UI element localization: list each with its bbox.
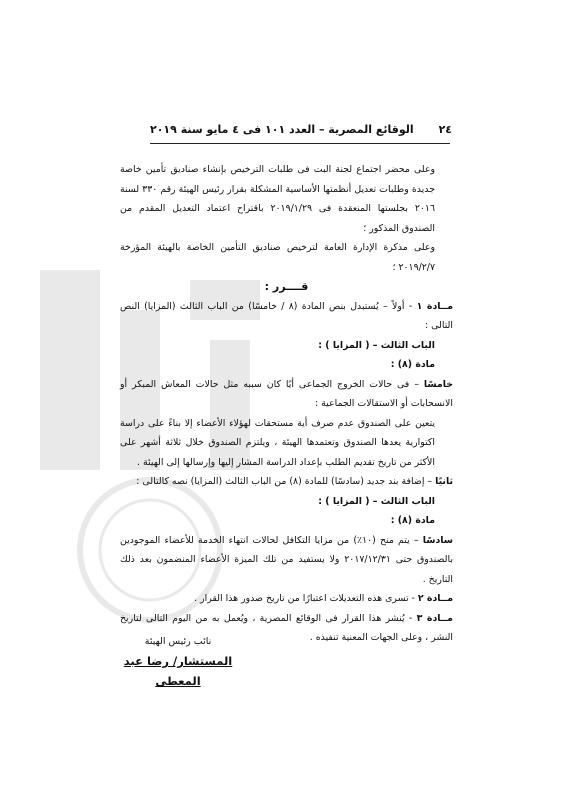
obligation-paragraph: يتعين على الصندوق عدم صرف أية مستحقات لهؤلاء الأعضاء إلا بناءً على دراسة اكتوارية يعدها الصندوق وتعتمدها الهيئة ، ويلتزم الصندوق خلال ثلاثة أشهر على الأكثر من تاريخ تقديم الطلب بإعداد الدراسة المشار إليها وإرسالها إلى الهيئة .: [120, 417, 435, 468]
clause-fifth: [120, 375, 453, 414]
page-header: [150, 123, 450, 139]
signatory-name: المستشار/ رضا عبد المعطى: [123, 654, 233, 688]
article-2: [120, 589, 453, 609]
signatory-title: نائب رئيس الهيئة: [144, 636, 212, 647]
preamble-paragraph-2: وعلى مذكرة الإدارة العامة لترخيص صناديق التأمين الخاصة بالهيئة المؤرخة ٢٠١٩/٢/٧ ؛: [120, 242, 435, 273]
article-3-text: - يُنشر هذا القرار فى الوقائع المصرية ، ويُعمل به من اليوم التالى لتاريخ النشر ، وعلى الجهات المعنية تنفيذه .: [120, 612, 453, 643]
page-number: ٢٤: [438, 123, 452, 136]
clause-second-text: – إضافة بند جديد (سادسًا) للمادة (٨) من الباب الثالث (المزايا) نصه كالتالى :: [136, 476, 436, 487]
clause-second-label: ثانيًا: [435, 476, 453, 487]
clause-fifth-label: خامسًا: [423, 378, 453, 390]
gazette-title: الوقائع المصرية – العدد ١٠١ فى ٤ مايو سنة ٢٠١٩: [150, 123, 414, 136]
header-divider: [150, 143, 450, 144]
clause-fifth-text: – فى حالات الخروج الجماعى أيًا كان سببه مثل حالات المعاش المبكر أو الانسحابات أو الاستقالات الجماعية :: [120, 378, 453, 409]
clause-sixth-text: – يتم منح (١٠٪) من مزايا التكافل لحالات انتهاء الخدمة للأعضاء الموجودين بالصندوق حتى ٢٠١٧/١٢/٣١ ولا يستفيد من تلك الميزة الأعضاء المنضمون بعد ذلك التاريخ .: [120, 534, 454, 585]
chapter-heading-b: الباب الثالث – ( المزايا ) :: [318, 495, 435, 507]
article-3-label: مــادة ٣: [416, 612, 453, 624]
article-8-heading-a: مادة (٨) :: [390, 359, 435, 370]
chapter-heading-a: الباب الثالث – ( المزايا ) :: [318, 339, 435, 351]
signature-block: [108, 633, 248, 691]
article-2-text: - تسرى هذه التعديلات اعتبارًا من تاريخ صدور هذا القرار .: [194, 593, 418, 604]
article-8-heading-b: مادة (٨) :: [390, 515, 435, 526]
article-1: [120, 297, 453, 336]
article-1-label: مــادة ١: [416, 300, 454, 312]
decree-body: [120, 160, 453, 648]
clause-sixth-label: سادسًا: [422, 534, 453, 546]
clause-sixth: [120, 531, 453, 590]
preamble-paragraph-1: وعلى محضر اجتماع لجنة البت فى طلبات الترخيص بإنشاء صناديق تأمين خاصة جديدة وطلبات تعديل أنظمتها الأساسية المشكلة بقرار رئيس الهيئة رقم ٣٣٠ لسنة ٢٠١٦ بجلستها المنعقدة فى ٢٠١٩/١/٢٩ باقتراح اعتماد التعديل المقدم من الصندوق المذكور ؛: [120, 164, 436, 234]
decision-heading: قــــرر :: [264, 280, 309, 293]
article-2-label: مــادة ٢: [417, 593, 453, 604]
article-1-text: - أولاً – يُستبدل بنص المادة (٨ / خامسًا) من الباب الثالث (المزايا) النص التالى :: [120, 300, 453, 331]
clause-second: [120, 472, 453, 492]
